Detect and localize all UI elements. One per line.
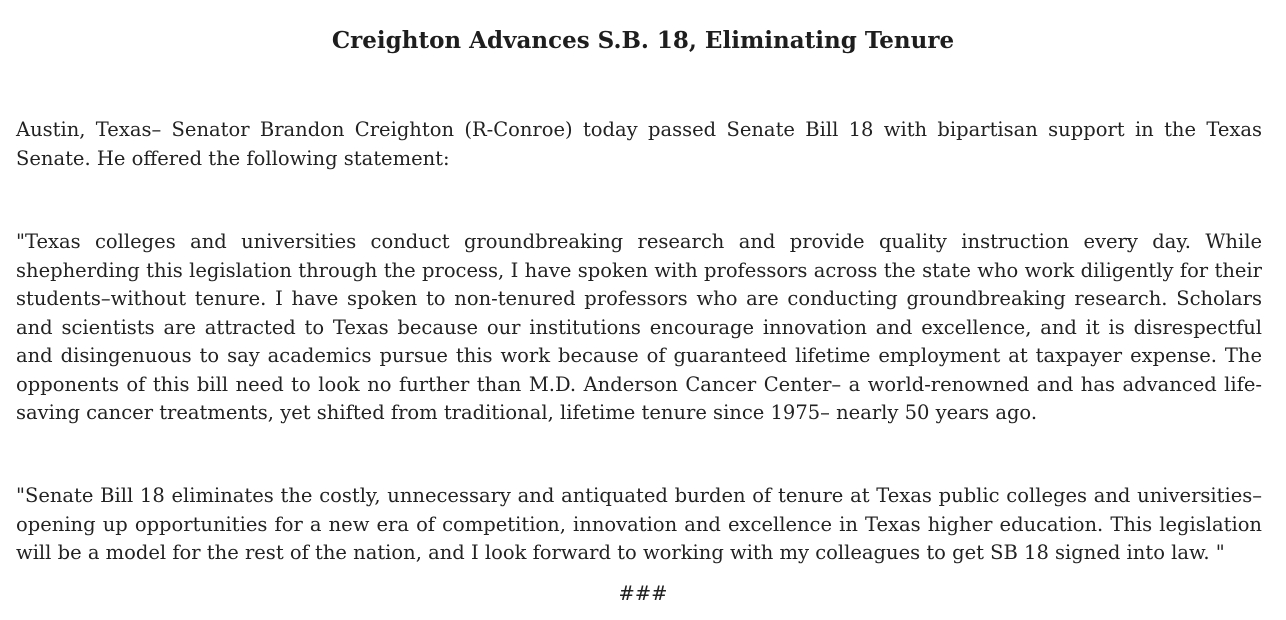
statement-paragraph-2: "Senate Bill 18 eliminates the costly, unnecessary and antiquated burden of tenure at Texas public colleges and universities–opening up opportunities for a new era of competition, innovation and excellence in Texas higher education. This legislation will be a model for the rest of the nation, and I look forward to working with my colleagues to get SB 18 signed into law. " xyxy=(16,484,1262,564)
statement-paragraph-1: "Texas colleges and universities conduct groundbreaking research and provide quality instruction every day. While shepherding this legislation through the process, I have spoken with professors across the state who work diligently for their students–without tenure. I have spoken to non-tenured professors who are conducting groundbreaking research. Scholars and scientists are attracted to Texas because our institutions encourage innovation and excellence, and it is disrespectful and disingenuous to say academics pursue this work because of guaranteed lifetime employment at taxpayer expense. The opponents of this bill need to look no further than M.D. Anderson Cancer Center– a world-renowned and has advanced life-saving cancer treatments, yet shifted from traditional, lifetime tenure since 1975– nearly 50 years ago. xyxy=(16,230,1262,424)
intro-paragraph: Austin, Texas– Senator Brandon Creighton (R-Conroe) today passed Senate Bill 18 with bipartisan support in the Texas Senate. He offered the following statement: xyxy=(16,118,1262,170)
end-mark: ### xyxy=(618,582,668,605)
page-title: Creighton Advances S.B. 18, Eliminating Tenure xyxy=(331,27,955,54)
